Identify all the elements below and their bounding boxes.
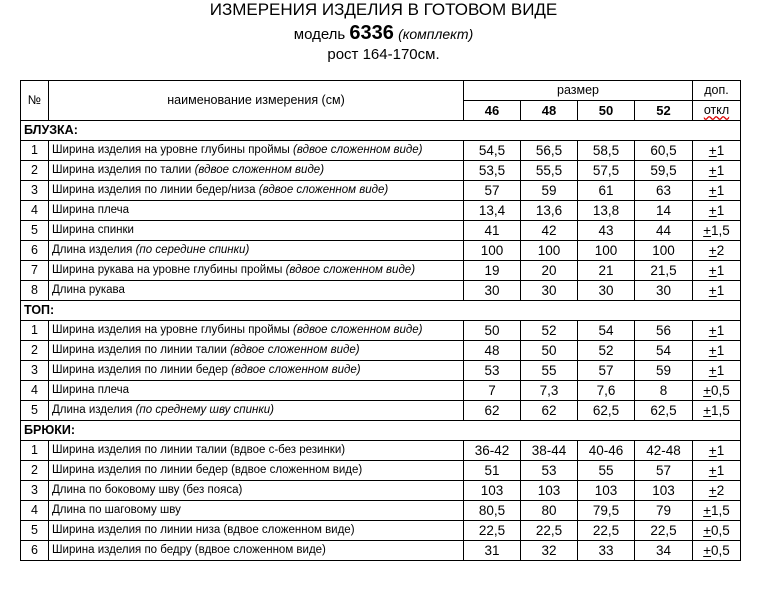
- row-number: 5: [21, 221, 49, 241]
- header-size-48: 48: [521, 101, 578, 121]
- size-value-46: 80,5: [464, 501, 521, 521]
- size-value-50: 62,5: [578, 401, 635, 421]
- table-row: [21, 441, 741, 461]
- table-row: [21, 341, 741, 361]
- tolerance-amount: 1: [716, 343, 725, 358]
- section-title: ТОП:: [21, 301, 741, 321]
- size-value-50: 103: [578, 481, 635, 501]
- tolerance-value: [693, 221, 741, 241]
- measurement-note: (вдвое сложенном виде): [285, 264, 416, 276]
- size-value-46: 22,5: [464, 521, 521, 541]
- size-value-46: 7: [464, 381, 521, 401]
- tolerance-value: [693, 341, 741, 361]
- measurement-label: Длина изделия: [52, 244, 136, 256]
- size-value-48: 20: [521, 261, 578, 281]
- measurement-name: [49, 401, 464, 421]
- measurement-label: Ширина плеча: [52, 384, 130, 396]
- table-body: [21, 121, 741, 561]
- size-value-50: 57: [578, 361, 635, 381]
- tolerance-amount: 1,5: [711, 403, 730, 418]
- model-line: [0, 22, 767, 45]
- measurement-label: Длина по шаговому шву: [52, 504, 181, 516]
- measurement-note: (вдвое сложенном виде): [230, 344, 360, 356]
- tolerance-value: [693, 501, 741, 521]
- size-value-48: 7,3: [521, 381, 578, 401]
- plus-minus-sign: +: [708, 283, 717, 298]
- size-value-52: 56: [635, 321, 693, 341]
- measurement-note: (вдвое сложенном виде): [293, 324, 423, 336]
- tolerance-value: [693, 321, 741, 341]
- size-value-52: 21,5: [635, 261, 693, 281]
- table-row: [21, 401, 741, 421]
- measurement-label: Ширина изделия на уровне глубины проймы: [52, 144, 294, 156]
- size-value-48: 30: [521, 281, 578, 301]
- size-value-48: 59: [521, 181, 578, 201]
- plus-minus-sign: +: [708, 163, 717, 178]
- section-row: [21, 301, 741, 321]
- size-value-50: 58,5: [578, 141, 635, 161]
- row-number: 3: [21, 181, 49, 201]
- size-value-48: 100: [521, 241, 578, 261]
- table-row: [21, 141, 741, 161]
- size-value-52: 14: [635, 201, 693, 221]
- table-row: [21, 361, 741, 381]
- tolerance-value: [693, 461, 741, 481]
- row-number: 6: [21, 241, 49, 261]
- row-number: 4: [21, 501, 49, 521]
- measurement-label: Ширина плеча: [52, 204, 130, 216]
- tolerance-amount: 1: [716, 183, 725, 198]
- size-value-46: 100: [464, 241, 521, 261]
- model-prefix: модель: [293, 26, 346, 43]
- size-value-50: 33: [578, 541, 635, 561]
- size-value-50: 61: [578, 181, 635, 201]
- tolerance-amount: 1: [716, 163, 725, 178]
- size-value-50: 13,8: [578, 201, 635, 221]
- row-number: 5: [21, 401, 49, 421]
- measurement-name: [49, 201, 464, 221]
- tolerance-amount: 1: [716, 143, 725, 158]
- tolerance-value: [693, 441, 741, 461]
- table-row: [21, 161, 741, 181]
- header-size: размер: [464, 81, 693, 101]
- row-number: 4: [21, 381, 49, 401]
- size-value-50: 43: [578, 221, 635, 241]
- size-value-52: 62,5: [635, 401, 693, 421]
- header-size-52: 52: [635, 101, 693, 121]
- row-number: 2: [21, 341, 49, 361]
- row-number: 2: [21, 461, 49, 481]
- size-value-46: 30: [464, 281, 521, 301]
- size-value-46: 54,5: [464, 141, 521, 161]
- tolerance-value: [693, 541, 741, 561]
- measurement-name: [49, 361, 464, 381]
- measurement-name: [49, 341, 464, 361]
- measurement-name: [49, 481, 464, 501]
- size-value-46: 31: [464, 541, 521, 561]
- section-title: БРЮКИ:: [21, 421, 741, 441]
- measurement-label: Ширина изделия по линии талии: [52, 344, 231, 356]
- tolerance-value: [693, 201, 741, 221]
- measurement-name: [49, 381, 464, 401]
- table-row: [21, 541, 741, 561]
- table-row: [21, 481, 741, 501]
- row-number: 1: [21, 141, 49, 161]
- size-value-50: 7,6: [578, 381, 635, 401]
- table-row: [21, 521, 741, 541]
- plus-minus-sign: +: [708, 323, 717, 338]
- size-value-52: 103: [635, 481, 693, 501]
- measurement-name: [49, 461, 464, 481]
- tolerance-amount: 1: [716, 323, 725, 338]
- size-value-52: 57: [635, 461, 693, 481]
- measurement-label: Ширина рукава на уровне глубины проймы: [52, 264, 286, 276]
- size-value-48: 42: [521, 221, 578, 241]
- size-value-48: 50: [521, 341, 578, 361]
- measurement-note: (вдвое сложенном виде): [293, 144, 423, 156]
- tolerance-value: [693, 401, 741, 421]
- measurement-name: [49, 261, 464, 281]
- measurements-table: [20, 80, 741, 561]
- plus-minus-sign: +: [708, 343, 717, 358]
- header-size-46: 46: [464, 101, 521, 121]
- row-number: 5: [21, 521, 49, 541]
- tolerance-amount: 1: [716, 443, 725, 458]
- tolerance-amount: 0,5: [711, 383, 730, 398]
- size-value-52: 34: [635, 541, 693, 561]
- size-value-48: 32: [521, 541, 578, 561]
- size-value-46: 41: [464, 221, 521, 241]
- plus-minus-sign: +: [708, 243, 717, 258]
- header-measurement-name: наименование измерения (см): [49, 81, 464, 121]
- measurement-label: Ширина изделия по линии бедер: [52, 364, 232, 376]
- section-title: БЛУЗКА:: [21, 121, 741, 141]
- table-row: [21, 221, 741, 241]
- header-tolerance-bottom-text: откл: [703, 103, 730, 117]
- tolerance-value: [693, 261, 741, 281]
- measurement-name: [49, 141, 464, 161]
- tolerance-value: [693, 141, 741, 161]
- measurement-label: Ширина изделия на уровне глубины проймы: [52, 324, 294, 336]
- header-tolerance-bottom: [693, 101, 741, 121]
- size-value-52: 63: [635, 181, 693, 201]
- size-value-46: 51: [464, 461, 521, 481]
- table-row: [21, 201, 741, 221]
- table-row: [21, 321, 741, 341]
- size-value-46: 103: [464, 481, 521, 501]
- measurement-label: Длина по боковому шву (без пояса): [52, 484, 243, 496]
- size-value-52: 59: [635, 361, 693, 381]
- row-number: 2: [21, 161, 49, 181]
- size-value-50: 22,5: [578, 521, 635, 541]
- size-value-46: 53,5: [464, 161, 521, 181]
- size-value-50: 57,5: [578, 161, 635, 181]
- size-value-50: 40-46: [578, 441, 635, 461]
- size-value-46: 53: [464, 361, 521, 381]
- table-row: [21, 261, 741, 281]
- row-number: 1: [21, 321, 49, 341]
- measurement-name: [49, 441, 464, 461]
- size-value-50: 52: [578, 341, 635, 361]
- size-value-48: 55: [521, 361, 578, 381]
- measurement-note: (вдвое сложенном виде): [258, 184, 389, 196]
- measurement-name: [49, 241, 464, 261]
- plus-minus-sign: +: [708, 443, 717, 458]
- size-value-46: 19: [464, 261, 521, 281]
- header-tolerance-top: доп.: [693, 81, 741, 101]
- measurement-name: [49, 281, 464, 301]
- table-row: [21, 501, 741, 521]
- measurement-name: [49, 501, 464, 521]
- plus-minus-sign: +: [703, 523, 712, 538]
- size-value-46: 13,4: [464, 201, 521, 221]
- plus-minus-sign: +: [703, 403, 712, 418]
- size-value-50: 21: [578, 261, 635, 281]
- plus-minus-sign: +: [708, 203, 717, 218]
- measurement-note: (по середине спинки): [135, 244, 250, 256]
- measurement-label: Ширина спинки: [52, 224, 134, 236]
- size-value-48: 56,5: [521, 141, 578, 161]
- size-value-52: 30: [635, 281, 693, 301]
- size-value-46: 50: [464, 321, 521, 341]
- measurement-note: (вдвое сложенном виде): [231, 364, 361, 376]
- plus-minus-sign: +: [708, 483, 717, 498]
- measurement-name: [49, 161, 464, 181]
- measurement-label: Ширина изделия по талии: [52, 164, 195, 176]
- tolerance-amount: 1,5: [711, 223, 730, 238]
- measurement-note: (вдвое сложенном виде): [194, 164, 325, 176]
- size-value-46: 57: [464, 181, 521, 201]
- plus-minus-sign: +: [708, 463, 717, 478]
- size-value-48: 38-44: [521, 441, 578, 461]
- section-row: [21, 421, 741, 441]
- row-number: 4: [21, 201, 49, 221]
- tolerance-amount: 2: [716, 483, 725, 498]
- size-value-48: 103: [521, 481, 578, 501]
- measurement-label: Ширина изделия по линии низа (вдвое сложенном виде): [52, 524, 355, 536]
- plus-minus-sign: +: [703, 503, 712, 518]
- tolerance-value: [693, 381, 741, 401]
- size-value-48: 53: [521, 461, 578, 481]
- model-number: 6336: [349, 22, 394, 44]
- plus-minus-sign: +: [703, 383, 712, 398]
- size-value-52: 42-48: [635, 441, 693, 461]
- size-value-52: 100: [635, 241, 693, 261]
- measurement-label: Ширина изделия по линии талии (вдвое с-без резинки): [52, 444, 346, 456]
- size-value-52: 22,5: [635, 521, 693, 541]
- tolerance-amount: 1: [716, 263, 725, 278]
- table-row: [21, 181, 741, 201]
- measurement-label: Длина изделия: [52, 404, 136, 416]
- size-value-48: 55,5: [521, 161, 578, 181]
- measurement-name: [49, 321, 464, 341]
- measurement-label: Ширина изделия по линии бедер (вдвое сложенном виде): [52, 464, 363, 476]
- size-value-50: 79,5: [578, 501, 635, 521]
- plus-minus-sign: +: [703, 223, 712, 238]
- row-number: 3: [21, 481, 49, 501]
- size-value-52: 44: [635, 221, 693, 241]
- tolerance-value: [693, 481, 741, 501]
- row-number: 6: [21, 541, 49, 561]
- size-value-52: 59,5: [635, 161, 693, 181]
- plus-minus-sign: +: [708, 183, 717, 198]
- size-value-46: 48: [464, 341, 521, 361]
- size-value-48: 62: [521, 401, 578, 421]
- size-value-52: 60,5: [635, 141, 693, 161]
- tolerance-amount: 1: [716, 283, 725, 298]
- row-number: 3: [21, 361, 49, 381]
- size-value-48: 80: [521, 501, 578, 521]
- size-value-50: 30: [578, 281, 635, 301]
- tolerance-value: [693, 161, 741, 181]
- table-row: [21, 281, 741, 301]
- measurement-label: Ширина изделия по линии бедер/низа: [52, 184, 259, 196]
- plus-minus-sign: +: [708, 263, 717, 278]
- tolerance-amount: 2: [716, 243, 725, 258]
- tolerance-value: [693, 361, 741, 381]
- measurement-name: [49, 541, 464, 561]
- size-value-48: 13,6: [521, 201, 578, 221]
- size-value-52: 54: [635, 341, 693, 361]
- size-value-50: 54: [578, 321, 635, 341]
- measurement-name: [49, 221, 464, 241]
- model-kit: (комплект): [398, 26, 474, 42]
- size-value-46: 62: [464, 401, 521, 421]
- tolerance-amount: 1: [716, 203, 725, 218]
- size-value-52: 8: [635, 381, 693, 401]
- tolerance-value: [693, 281, 741, 301]
- document-title: ИЗМЕРЕНИЯ ИЗДЕЛИЯ В ГОТОВОМ ВИДЕ: [209, 0, 558, 19]
- header-number: №: [21, 81, 49, 121]
- row-number: 1: [21, 441, 49, 461]
- tolerance-amount: 1: [716, 463, 725, 478]
- measurement-label: Ширина изделия по бедру (вдвое сложенном виде): [52, 544, 326, 556]
- size-value-50: 100: [578, 241, 635, 261]
- size-value-50: 55: [578, 461, 635, 481]
- tolerance-amount: 0,5: [711, 543, 730, 558]
- size-value-52: 79: [635, 501, 693, 521]
- tolerance-value: [693, 181, 741, 201]
- row-number: 8: [21, 281, 49, 301]
- size-value-46: 36-42: [464, 441, 521, 461]
- tolerance-value: [693, 521, 741, 541]
- tolerance-amount: 0,5: [711, 523, 730, 538]
- table-row: [21, 461, 741, 481]
- measurement-label: Длина рукава: [52, 284, 125, 296]
- measurement-name: [49, 181, 464, 201]
- plus-minus-sign: +: [708, 143, 717, 158]
- measurement-name: [49, 521, 464, 541]
- plus-minus-sign: +: [708, 363, 717, 378]
- table-row: [21, 241, 741, 261]
- section-row: [21, 121, 741, 141]
- height-range: рост 164-170см.: [327, 46, 440, 63]
- table-row: [21, 381, 741, 401]
- size-value-48: 52: [521, 321, 578, 341]
- row-number: 7: [21, 261, 49, 281]
- measurement-note: (по среднему шву спинки): [135, 404, 274, 416]
- tolerance-amount: 1: [716, 363, 725, 378]
- tolerance-value: [693, 241, 741, 261]
- plus-minus-sign: +: [703, 543, 712, 558]
- header-size-50: 50: [578, 101, 635, 121]
- size-value-48: 22,5: [521, 521, 578, 541]
- tolerance-amount: 1,5: [711, 503, 730, 518]
